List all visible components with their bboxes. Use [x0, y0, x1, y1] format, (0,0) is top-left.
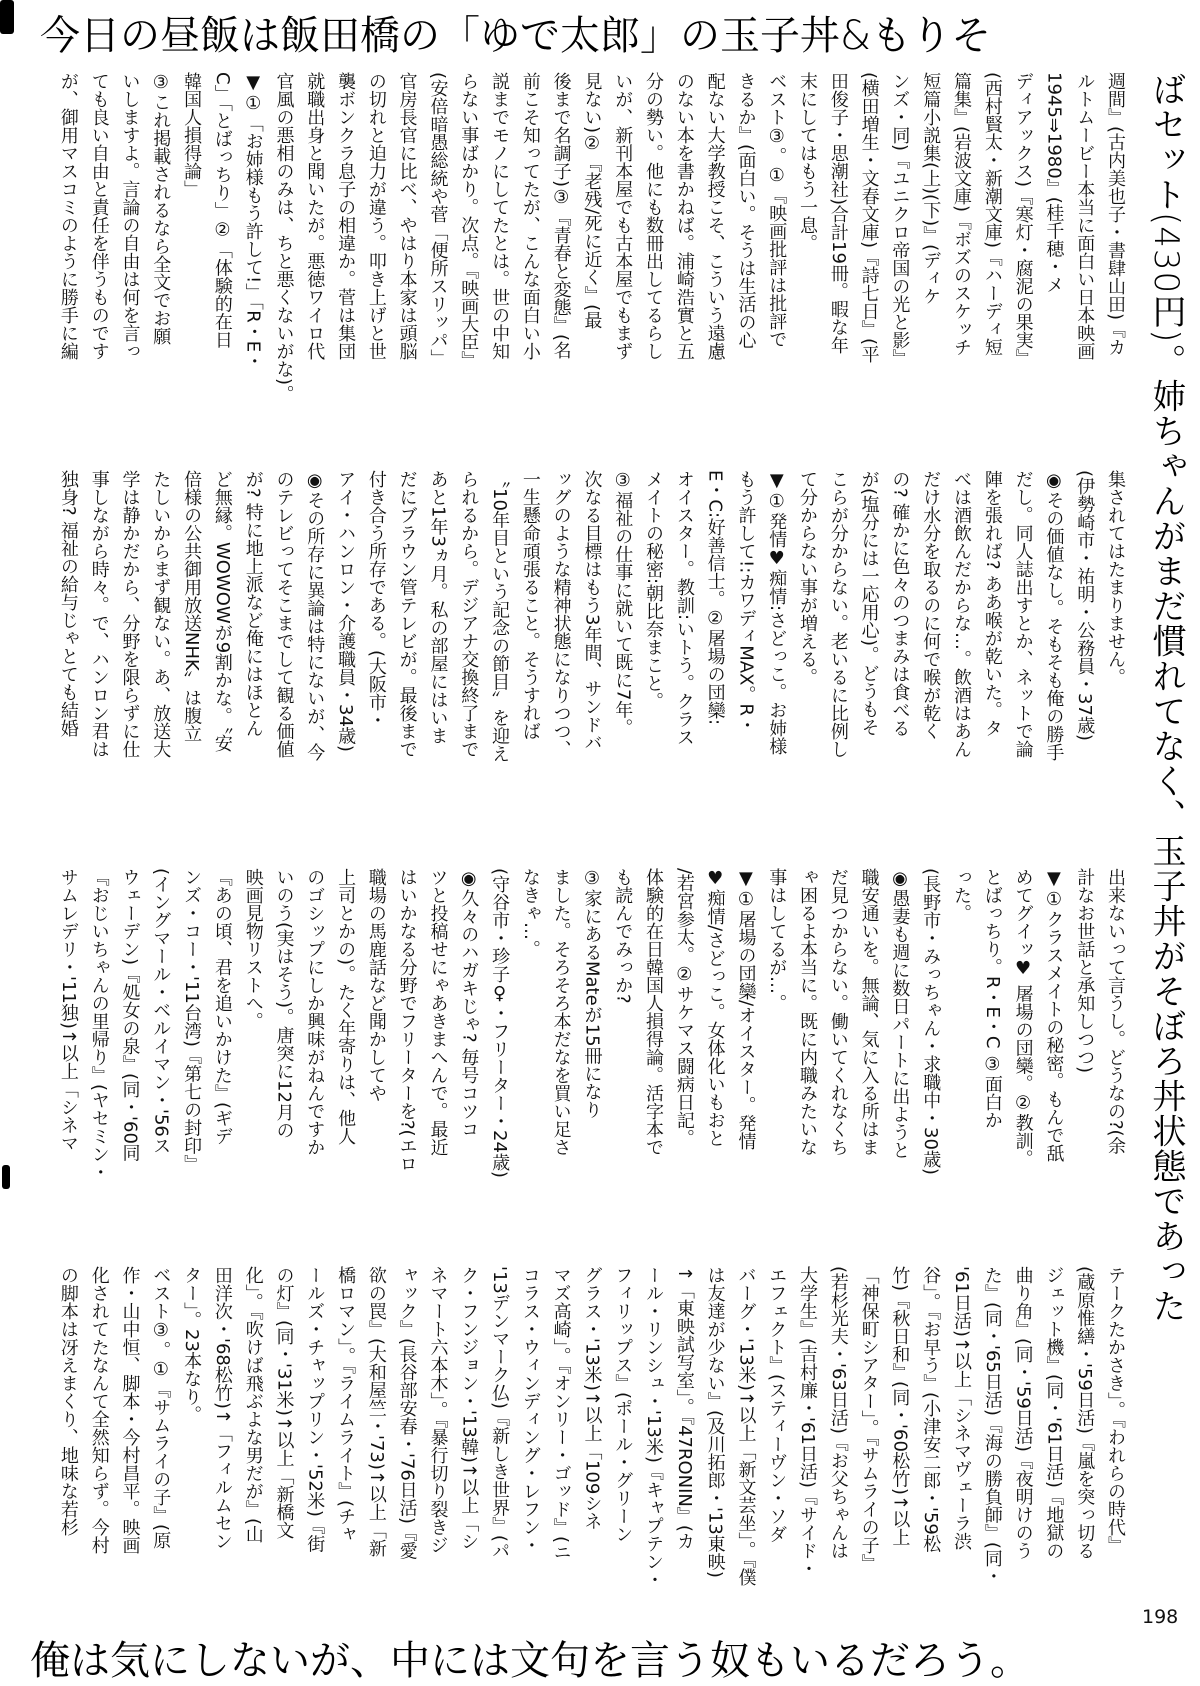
text-column: 陣を張れば? ああ喉が乾いた。タ — [981, 470, 1003, 738]
text-column: ◉その所存に異論は特にないが、今 — [304, 470, 326, 761]
text-column: ク・フンジョン・'13韓)↑以上「シ — [458, 1266, 480, 1550]
text-column: だけ水分を取るのに何で喉が乾く — [920, 470, 942, 740]
text-column: コラス・ウィンディング・レフン・ — [519, 1266, 541, 1554]
text-column: ました。そろそろ本だなを買い足さ — [550, 868, 572, 1156]
text-column: 出来ないって言うし。どうなの?(余 — [1105, 868, 1126, 1155]
handwritten-note-top: 今日の昼飯は飯田橋の「ゆで太郎」の玉子丼&もりそ — [40, 13, 992, 59]
text-column: 見ない)②『老残/死に近く』(最 — [581, 72, 603, 330]
text-column: ゃ困るよ本当に。既に内職みたいな — [797, 868, 819, 1156]
text-column: 週間』(古内美也子・書肆山田)『カ — [1105, 72, 1126, 357]
text-column: ウェーデン)『処女の泉』(同・'60同 — [119, 868, 141, 1162]
text-column: た』(同・'65日活)『海の勝負師』(同・ — [981, 1266, 1003, 1585]
text-column: なきゃ…。 — [519, 868, 541, 958]
text-column: ③家にあるMateが15冊になり — [581, 868, 603, 1119]
text-column: ◉久々のハガキじゃ? 毎号コツコ — [458, 868, 480, 1139]
text-column: 韓国人損得論」 — [181, 72, 203, 198]
text-column: 後まで名調子)③『青春と変態』(名 — [550, 72, 572, 360]
text-column: ルトムービー本当に面白い日本映画 — [1074, 72, 1096, 360]
text-column: ③これ掲載されるなら全文でお願 — [150, 72, 172, 345]
text-column: E・C:好善信士。②屠場の団欒: — [704, 470, 726, 726]
text-column: ベスト③。①『映画批評は批評で — [766, 72, 788, 348]
text-column: エフェクト』(スティーヴン・ソダ — [766, 1266, 788, 1544]
text-column: 「神保町シアター」。『サムライの子』 — [858, 1266, 880, 1572]
text-block-tier-2 — [52, 470, 1130, 840]
text-column: (西村賢太・新潮文庫)『ハーディ短 — [981, 72, 1003, 357]
scan-mark — [0, 0, 14, 34]
text-column: 体験的在日韓国人損得論。活字本で — [643, 868, 665, 1156]
text-column: が(塩分には一応用心)。どうもそ — [858, 470, 880, 737]
text-column: (伊勢崎市・祐明・公務員・37歳) — [1074, 470, 1096, 741]
text-column: ベスト③。①『サムライの子』(原 — [150, 1266, 172, 1550]
text-column: グラス・'13米)↑以上「109シネ — [581, 1266, 603, 1531]
text-column: バーグ・'13米)↑以上「新文芸坐」。『僕 — [735, 1266, 757, 1586]
text-column: 学は静かだから、分野を限らずに仕 — [119, 470, 141, 758]
text-column: られるから。デジアナ交換終了まで — [458, 470, 480, 758]
text-column: ャック』(長谷部安春・'76日活)『愛 — [396, 1266, 418, 1560]
text-column: ネマート六本木」。『暴行切り裂きジ — [427, 1266, 449, 1554]
text-column: ンズ・同)『ユニクロ帝国の光と影』 — [889, 72, 911, 368]
text-column: 曲り角』(同・'59日活)『夜明けのう — [1012, 1266, 1034, 1560]
text-column: 事はしてるが…。 — [766, 868, 788, 1012]
text-column: ール・リンシュ・'13米)『キャプテン・ — [643, 1266, 665, 1589]
text-column: ールズ・チャップリン・'52米)『街 — [304, 1266, 326, 1553]
text-column: 襲ボンクラ息子の相違か。菅は集団 — [335, 72, 357, 360]
text-block-tier-3 — [52, 868, 1130, 1238]
text-column: も読んでみっか? — [612, 868, 634, 1004]
text-column: 谷」。『お早う』(小津安二郎・'59松 — [920, 1266, 942, 1553]
text-column: 官風の悪相のみは、ちと悪くないがな)。 — [273, 72, 295, 404]
text-column: 官房長官に比べ、やはり本家は頭脳 — [396, 72, 418, 360]
text-column: 篇集』(岩波文庫)『ボズのスケッチ — [951, 72, 973, 357]
text-column: のない本を書かねば。浦崎浩實と五 — [673, 72, 695, 360]
text-column: ◉愚妻も週に数日パートに出ようと — [889, 868, 911, 1159]
text-column: もう許して!:カワディMAX。R・ — [735, 470, 757, 734]
text-column: らない事ばかり。次点。『映画大臣』 — [458, 72, 480, 369]
text-column: '61日活)↑以上「シネマヴェーラ渋 — [951, 1266, 973, 1550]
text-column: のテレビってそこまでして観る価値 — [273, 470, 295, 758]
text-column: ♥痴情/さどっこ。女体化いもおと — [704, 868, 726, 1148]
text-column: (長野市・みっちゃん・求職中・30歳) — [920, 868, 942, 1175]
text-column: 職安通いを。無論、気に入る所はま — [858, 868, 880, 1156]
handwritten-note-bottom: 俺は気にしないが、中には文句を言う奴もいるだろう。 — [30, 1638, 1030, 1684]
text-column: (安倍暗愚総統や菅「便所スリッパ」 — [427, 72, 449, 368]
text-column: マズ高崎」。『オンリー・ゴッド』(ニ — [550, 1266, 572, 1562]
text-column: は友達が少ない』(及川拓郎・'13東映) — [704, 1266, 726, 1578]
text-column: ディアックス)『寒灯・腐泥の果実』 — [1012, 72, 1034, 368]
text-column: 集されてはたまりません。 — [1105, 470, 1126, 686]
text-column: の切れと迫力が違う。叩き上げと世 — [365, 72, 387, 360]
text-column: ▼①発情♥痴情:さどっこ。お姉様 — [766, 470, 788, 756]
text-column: だにブラウン管テレビが。最後まで — [396, 470, 418, 758]
text-column: オイスター。教訓:いトう。クラス — [673, 470, 695, 747]
text-column: ツと投稿せにゃあきまへんで。最近 — [427, 868, 449, 1156]
text-column: が? 特に地上派など俺にはほとん — [242, 470, 264, 738]
text-column: 化されてたなんて全然知らず。今村 — [88, 1266, 110, 1554]
text-column: のゴシップにしか興味がねんですか — [304, 868, 326, 1156]
text-column: C」「とばっちり」②「体験的在日 — [211, 72, 233, 349]
text-column: /若宮参太。②サケマス闘病日記。 — [673, 868, 695, 1148]
text-column: めてグイッ♥ 屠場の団欒。②教訓。 — [1012, 868, 1034, 1168]
text-column: 〝10年目という記念の節目〟を迎え — [489, 470, 511, 763]
text-column: こらが分からない。老いるに比例し — [827, 470, 849, 758]
text-column: ▼①屠場の団欒/オイスター。発情 — [735, 868, 757, 1151]
text-column: メイトの秘密:朝比奈まこと。 — [643, 470, 665, 711]
text-column: ても良い自由と責任を伴うものです — [88, 72, 110, 360]
text-column: (蔵原惟繕・'59日活)『嵐を突っ切る — [1074, 1266, 1096, 1560]
text-column: いしますよ。言論の自由は何を言っ — [119, 72, 141, 360]
text-column: 竹)『秋日和』(同・'60松竹)↑以上 — [889, 1266, 911, 1547]
text-column: 欲の罠』(大和屋竺・'73)↑以上「新 — [365, 1266, 387, 1557]
text-column: とばっちり。R・E・C ③面白か — [981, 868, 1003, 1130]
text-column: '13デンマーク仏)『新しき世界』(パ — [489, 1266, 511, 1560]
text-column: だし。同人誌出すとか、ネットで論 — [1012, 470, 1034, 758]
text-column: が、御用マスコミのように勝手に編 — [57, 72, 79, 360]
text-column: の灯』(同・'31米)↑以上「新橋文 — [273, 1266, 295, 1539]
text-column: 分の勢い。他にも数冊出してるらし — [643, 72, 665, 360]
text-column: 上司とかの)。たく年寄りは、他人 — [335, 868, 357, 1146]
text-column: (イングマール・ベルイマン・'56ス — [150, 868, 172, 1155]
text-column: いが、新刊本屋でも古本屋でもまず — [612, 72, 634, 360]
page-number: 198 — [1142, 1606, 1179, 1628]
text-column: 大学生』(吉村廉・'61日活)『サイド・ — [797, 1266, 819, 1578]
text-column: 配ない大学教授こそ、こういう遠慮 — [704, 72, 726, 360]
scan-mark — [2, 1165, 10, 1189]
text-column: 倍様の公共御用放送NHK〟は腹立 — [181, 470, 203, 743]
text-column: 1945⇒1980』(桂千穂・メ — [1043, 72, 1065, 294]
text-column: あと1年3ヵ月。私の部屋にはいま — [427, 470, 449, 745]
text-column: ジェット機』(同・'61日活)『地獄の — [1043, 1266, 1065, 1560]
text-column: 橋ロマン」。『ライムライト』(チャ — [335, 1266, 357, 1544]
text-column: フィリップス』(ポール・グリーン — [612, 1266, 634, 1544]
text-column: (守谷市・珍子♀・フリーター・24歳) — [489, 868, 511, 1178]
text-column: 計なお世話と承知しつつ) — [1074, 868, 1096, 1074]
text-column: テークたかさき」。『われらの時代』 — [1105, 1266, 1126, 1554]
text-column: った。 — [951, 868, 973, 922]
text-block-tier-4 — [57, 1266, 1130, 1636]
text-column: いのう(実はそう)。唐突に12月の — [273, 868, 295, 1139]
text-column: 化」。『吹けば飛ぶよな男だが』(山 — [242, 1266, 264, 1544]
text-column: 『おじいちゃんの里帰り』(ヤセミン・ — [88, 868, 110, 1182]
text-block-tier-1 — [52, 72, 1130, 442]
text-column: 前こそ知ってたが、こんな面白い小 — [519, 72, 541, 360]
text-column: ▼①クラスメイトの秘密。もんで舐 — [1043, 868, 1065, 1162]
text-column: たしいからまず観ない。あ、放送大 — [150, 470, 172, 758]
text-column: はいかなる分野でフリーターを?(エロ — [396, 868, 418, 1173]
text-column: 短篇小説集(上)(下)』(ディケ — [920, 72, 942, 306]
text-column: (横田増生・文春文庫)『詩七日』(平 — [858, 72, 880, 364]
text-column: 次なる目標はもう3年間、サンドバ — [581, 470, 603, 752]
text-column: 『あの頃、君を追いかけた』(ギデ — [211, 868, 233, 1146]
text-column: 末にしてはもう一息。 — [797, 72, 819, 252]
text-column: の脚本は冴えまくり、地味な若杉 — [57, 1266, 79, 1536]
text-column: ↑「東映試写室」。『47RONIN』(カ — [673, 1266, 695, 1550]
text-column: サムレデリ・'11独)↑以上「シネマ — [57, 868, 79, 1152]
text-column: 就職出身と聞いたが。悪徳ワイロ代 — [304, 72, 326, 360]
text-column: 田洋次・'68松竹)↑「フィルムセン — [211, 1266, 233, 1550]
text-column: べは酒飲んだからな…。飲酒はあん — [951, 470, 973, 758]
text-column: 説までモノにしてたとは。世の中知 — [489, 72, 511, 360]
text-column: 付き合う所存である。(大阪市・ — [365, 470, 387, 730]
text-column: ▼①「お姉様もう許して!」「R・E・ — [242, 72, 264, 371]
text-column: ンズ・コー・'11台湾)『第七の封印』 — [181, 868, 203, 1173]
text-column: 映画見物リストへ。 — [242, 868, 264, 1030]
text-column: 事しながら時々。で、ハンロン君は — [88, 470, 110, 758]
text-column: アイ・ハンロン・介護職員・34歳) — [335, 470, 357, 752]
text-column: 作・山中恒、脚本・今村昌平。映画 — [119, 1266, 141, 1554]
text-column: ど無縁。WOWOWが9割かな。〝安 — [211, 470, 233, 753]
text-column: て分からない事が増える。 — [797, 470, 819, 686]
text-column: の? 確かに色々のつまみは食べる — [889, 470, 911, 738]
text-column: 職場の馬鹿話など聞かしてや — [365, 868, 387, 1102]
text-column: きるか』(面白い。そうは生活の心 — [735, 72, 757, 350]
text-column: ③福祉の仕事に就いて既に7年。 — [612, 470, 634, 737]
text-column: だ見つからない。働いてくれなくち — [827, 868, 849, 1156]
handwritten-note-right: ばセット(430円)。姉ちゃんがまだ慣れてなく、玉子丼がそぼろ丼状態であった — [1146, 72, 1186, 1324]
text-column: 独身? 福祉の給与じゃとても結婚 — [57, 470, 79, 738]
text-column: ッグのような精神状態になりつつ、 — [550, 470, 572, 758]
text-column: 田俊子・思潮社)合計19冊。暇な年 — [827, 72, 849, 354]
text-column: (若杉光夫・'63日活)『お父ちゃんは — [827, 1266, 849, 1560]
text-column: ◉その価値なし。そもそも俺の勝手 — [1043, 470, 1065, 761]
text-column: ター」。23本なり。 — [181, 1266, 203, 1424]
text-column: 一生懸命頑張ること。そうすれば — [519, 470, 541, 740]
